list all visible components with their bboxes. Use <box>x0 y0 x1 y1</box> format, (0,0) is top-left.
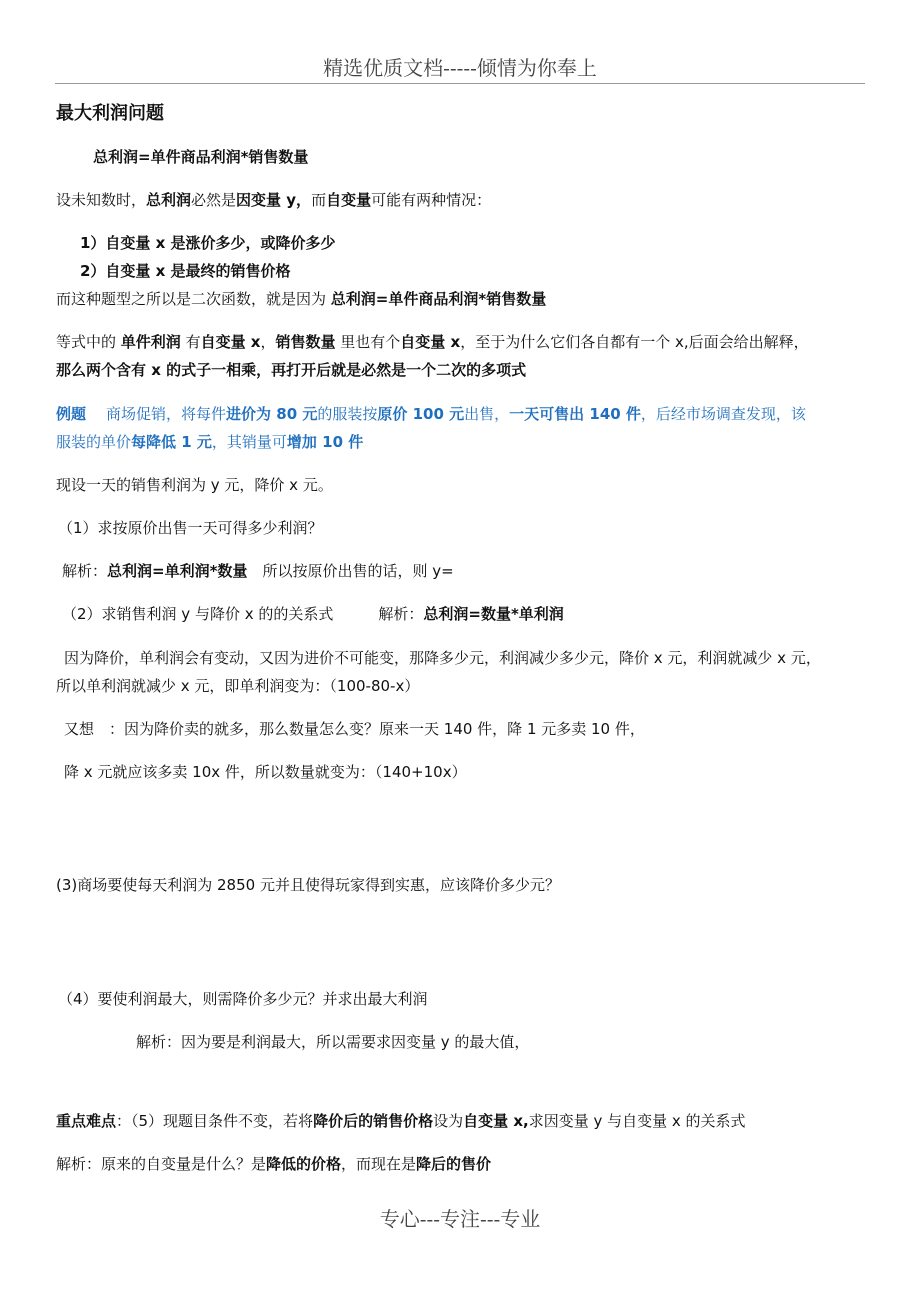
example-b3: 一天可售出 140 件 <box>509 405 641 423</box>
also-line-1: 又想 ：因为降价卖的就多，那么数量怎么变？原来一天 140 件，降 1 元多卖 10 件， <box>64 720 645 738</box>
example-b1: 进价为 80 元 <box>226 405 318 423</box>
reason-b1: 总利润=单件商品利润*销售数量 <box>330 290 547 308</box>
answer-5-b2: 降后的售价 <box>416 1155 492 1173</box>
case-2-text: 2）自变量 x 是最终的销售价格 <box>80 262 291 280</box>
explain-b2: 自变量 x <box>200 333 261 351</box>
example-line-1 <box>56 404 806 424</box>
explain-t5: ，至于为什么它们各自都有一个 x,后面会给出解释， <box>460 333 809 351</box>
case-1 <box>80 233 336 253</box>
example-t6: ，其销量可 <box>211 433 287 451</box>
answer-5 <box>56 1154 491 1174</box>
example-t1: 商场促销，将每件 <box>106 405 227 423</box>
intro-t1: 设未知数时， <box>56 191 147 209</box>
key-point-line <box>56 1111 746 1131</box>
key-b1: 重点难点 <box>56 1112 117 1130</box>
question-4: （4）要使利润最大，则需降价多少元？并求出最大利润 <box>58 990 428 1008</box>
explain-line-1 <box>56 332 809 352</box>
formula-line <box>93 147 308 167</box>
setup-line: 现设一天的销售利润为 y 元，降价 x 元。 <box>56 476 333 494</box>
intro-t3: 而 <box>311 191 327 209</box>
page-footer: 专心---专注---专业 <box>379 1207 541 1231</box>
page-header: 精选优质文档-----倾情为你奉上 <box>323 56 597 80</box>
answer-1-t2: 所以按原价出售的话，则 y= <box>247 562 454 580</box>
answer-2-line-1: 因为降价，单利润会有变动，又因为进价不可能变，那降多少元，利润减少多少元，降价 x 元，利润就减少 x 元， <box>64 649 821 667</box>
answer-1-t1: 解析： <box>62 562 108 580</box>
intro-line <box>56 190 491 210</box>
example-b4: 每降低 1 元 <box>131 433 212 451</box>
question-2-t1: （2）求销售利润 y 与降价 x 的的关系式 解析： <box>62 605 424 623</box>
question-1: （1）求按原价出售一天可得多少利润？ <box>58 519 323 537</box>
reason-line <box>56 289 546 309</box>
explain-line-2 <box>56 360 526 380</box>
explain-t3: ， <box>260 333 276 351</box>
doc-title: 最大利润问题 <box>56 103 164 124</box>
explain-b3: 销售数量 <box>275 333 336 351</box>
reason-t1: 而这种题型之所以是二次函数，就是因为 <box>56 290 331 308</box>
example-line-2 <box>56 432 363 452</box>
answer-1 <box>62 561 454 581</box>
key-b3: 自变量 x, <box>463 1112 529 1130</box>
key-t2: 设为 <box>433 1112 464 1130</box>
explain-t2: 有 <box>180 333 201 351</box>
example-t3: 出售， <box>464 405 510 423</box>
header-divider <box>55 83 865 84</box>
answer-5-b1: 降低的价格 <box>266 1155 342 1173</box>
answer-2-line-2: 所以单利润就减少 x 元，即单利润变为：（100-80-x） <box>56 677 420 695</box>
key-t1: ：（5）现题目条件不变，若将 <box>116 1112 314 1130</box>
example-t2: 的服装按 <box>317 405 378 423</box>
answer-5-t1: 解析：原来的自变量是什么？是 <box>56 1155 267 1173</box>
explain-t1: 等式中的 <box>56 333 121 351</box>
case-2 <box>80 261 291 281</box>
question-3: (3)商场要使每天利润为 2850 元并且使得玩家得到实惠，应该降价多少元？ <box>56 876 560 894</box>
answer-1-b1: 总利润=单利润*数量 <box>107 562 248 580</box>
answer-5-t2: ，而现在是 <box>341 1155 417 1173</box>
answer-4: 解析：因为要是利润最大，所以需要求因变量 y 的最大值， <box>136 1033 530 1051</box>
intro-b1: 总利润 <box>146 191 192 209</box>
explain-b1: 单件利润 <box>120 333 181 351</box>
example-t5: 服装的单价 <box>56 433 132 451</box>
intro-t4: 可能有两种情况： <box>371 191 492 209</box>
example-b5: 增加 10 件 <box>286 433 364 451</box>
intro-b3: 自变量 <box>326 191 372 209</box>
key-b2: 降价后的销售价格 <box>313 1112 434 1130</box>
example-label: 例题 <box>56 405 87 423</box>
example-b2: 原价 100 元 <box>377 405 465 423</box>
key-t3: 求因变量 y 与自变量 x 的关系式 <box>528 1112 746 1130</box>
formula-text: 总利润=单件商品利润*销售数量 <box>93 148 309 166</box>
example-t4: ，后经市场调查发现，该 <box>640 405 806 423</box>
explain-b4: 自变量 x <box>400 333 461 351</box>
question-2-b1: 总利润=数量*单利润 <box>423 605 564 623</box>
explain-line2-text: 那么两个含有 x 的式子一相乘，再打开后就是必然是一个二次的多项式 <box>56 361 527 379</box>
explain-t4: 里也有个 <box>335 333 401 351</box>
intro-b2: 因变量 y， <box>236 191 312 209</box>
case-1-text: 1）自变量 x 是涨价多少，或降价多少 <box>80 234 336 252</box>
also-line-2: 降 x 元就应该多卖 10x 件，所以数量就变为：（140+10x） <box>64 763 467 781</box>
question-2 <box>62 604 564 624</box>
intro-t2: 必然是 <box>191 191 237 209</box>
